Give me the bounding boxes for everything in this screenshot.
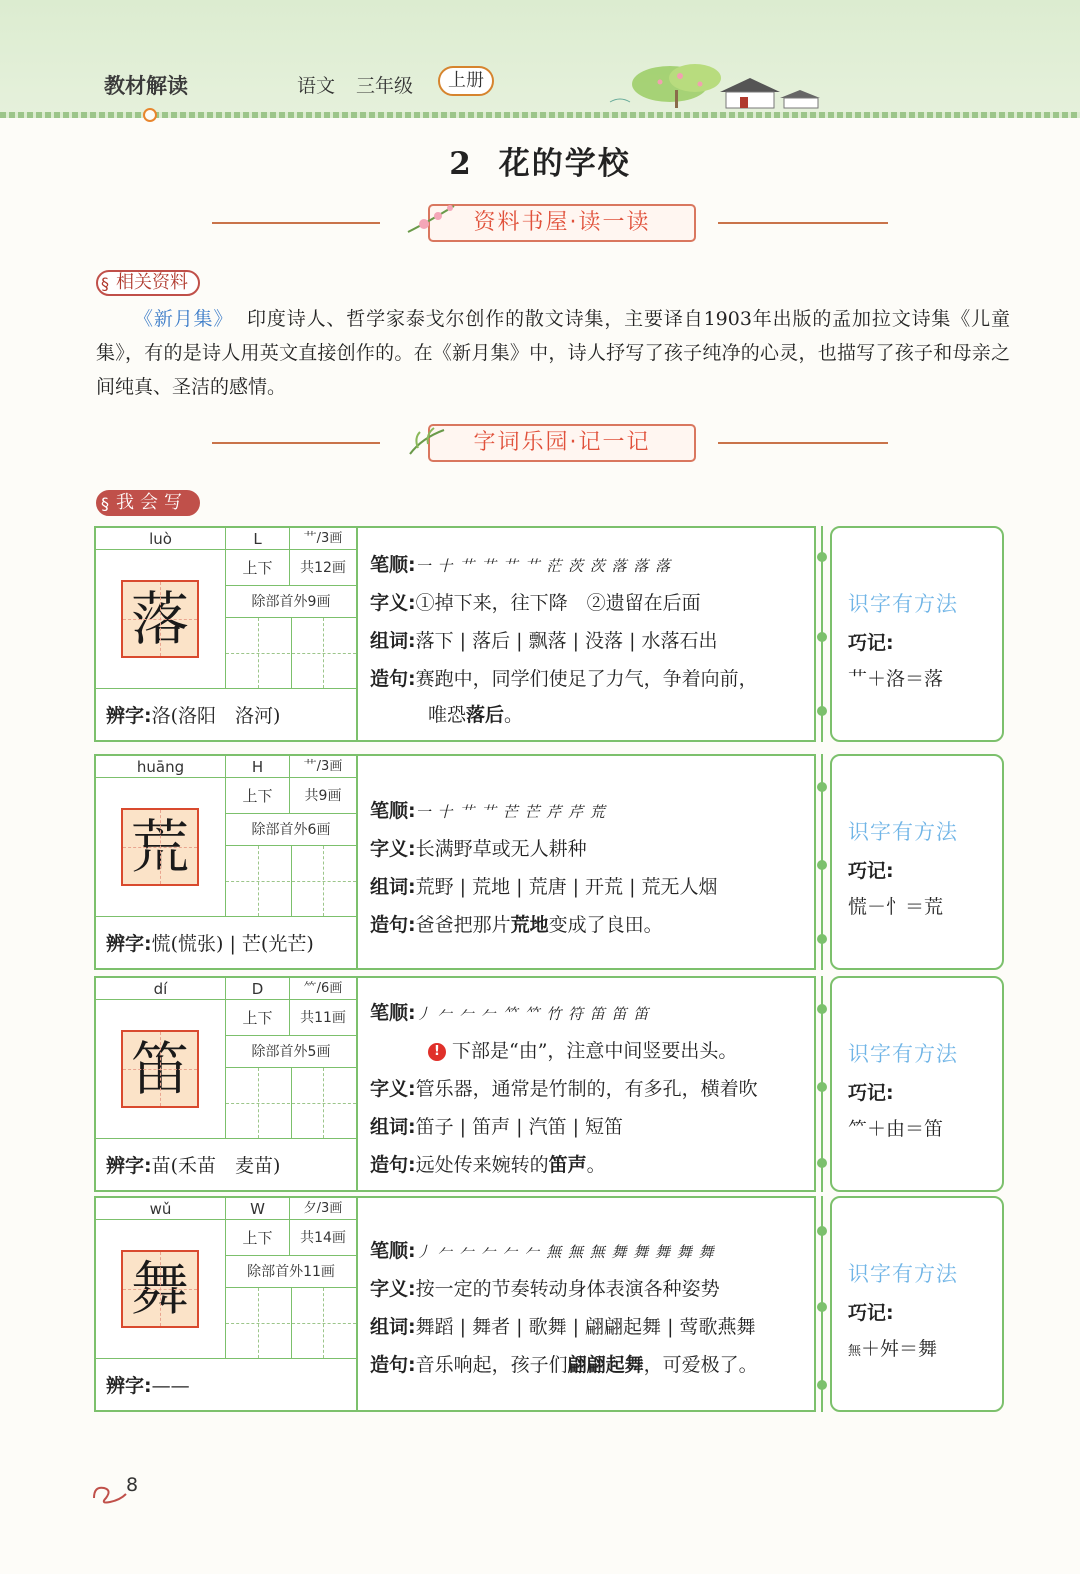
word-formation: 组词:落下 | 落后 | 飘落 | 没落 | 水落石出: [370, 630, 718, 652]
word-formation: 组词:笛子 | 笛声 | 汽笛 | 短笛: [370, 1116, 624, 1138]
tip-formula: 艹＋洛＝落: [848, 668, 944, 690]
total-strokes: 共11画: [290, 1000, 356, 1036]
example-sentence: 造句:爸爸把那片荒地变成了良田。: [370, 914, 663, 936]
stroke-order: 笔顺:一 十 艹 艹 艹 艹 茫 茨 茨 落 落 落: [370, 554, 672, 576]
total-strokes: 共12画: [290, 550, 356, 586]
warning-icon: !: [428, 1043, 446, 1061]
tip-formula: 無＋舛＝舞: [848, 1338, 938, 1360]
stroke-order: 笔顺:一 十 艹 艹 芒 芒 芹 芹 荒: [370, 800, 606, 822]
meaning: 字义:管乐器，通常是竹制的，有多孔，横着吹: [370, 1078, 758, 1100]
pinyin: huāng: [96, 756, 226, 778]
tip-title: 识字有方法: [848, 820, 958, 844]
tip-label: 巧记:: [848, 1302, 894, 1324]
pinyin: wǔ: [96, 1198, 226, 1220]
tip-label: 巧记:: [848, 1082, 894, 1104]
structure: 上下: [226, 778, 290, 814]
char-card-luo: [94, 526, 816, 742]
stroke-order: 笔顺:丿 𠂉 𠂉 𠂉 𥫗 𥫗 竹 符 笛 笛 笛: [370, 1002, 650, 1024]
tip-formula: ⺮＋由＝笛: [848, 1118, 944, 1140]
pinyin: luò: [96, 528, 226, 550]
distinguish-row: 辨字:——: [96, 1358, 356, 1412]
char-card-wu: [94, 1196, 816, 1412]
words-banner: [428, 424, 696, 462]
book-name: 教材解读: [104, 74, 188, 98]
tip-label: 巧记:: [848, 860, 894, 882]
index-letter: L: [226, 528, 290, 550]
meaning: 字义:按一定的节奏转动身体表演各种姿势: [370, 1278, 720, 1300]
resources-banner: [428, 204, 696, 242]
i-can-write-tag: [96, 490, 200, 516]
radical: 艹/3画: [290, 528, 356, 550]
meaning: 字义:①掉下来，往下降 ②遗留在后面: [370, 592, 701, 614]
header-divider: [0, 112, 1080, 118]
big-character: 笛: [121, 1030, 199, 1108]
char-info-panel: [94, 754, 356, 970]
header-band: [0, 0, 1080, 118]
word-formation: 组词:荒野 | 荒地 | 荒唐 | 开荒 | 荒无人烟: [370, 876, 718, 898]
char-detail-panel: [356, 526, 816, 742]
section-rule-left: [212, 222, 380, 224]
example-sentence: 造句:音乐响起，孩子们翩翩起舞，可爱极了。: [370, 1354, 758, 1376]
distinguish-row: 辨字:慌(慌张) | 芒(光芒): [96, 916, 356, 970]
distinguish-row: 辨字:苗(禾苗 麦苗): [96, 1138, 356, 1192]
char-detail-panel: [356, 754, 816, 970]
index-letter: W: [226, 1198, 290, 1220]
flower-branch-icon: [404, 198, 464, 238]
section-rule-right: [718, 222, 888, 224]
char-card-huang: [94, 754, 816, 970]
memory-tip-card: [830, 1196, 1004, 1412]
tip-formula: 慌－忄＝荒: [848, 896, 944, 918]
lesson-title: [0, 138, 1080, 183]
structure: 上下: [226, 550, 290, 586]
connector: [814, 976, 830, 1192]
char-info-panel: [94, 526, 356, 742]
char-detail-panel: [356, 976, 816, 1192]
meaning: 字义:长满野草或无人耕种: [370, 838, 587, 860]
char-detail-panel: [356, 1196, 816, 1412]
lesson-name: 花的学校: [498, 146, 631, 182]
index-letter: D: [226, 978, 290, 1000]
section-rule-right-2: [718, 442, 888, 444]
stroke-order: 笔顺:丿 𠂉 𠂉 𠂉 𠂉 𠂉 無 無 無 舞 舞 舞 舞 舞: [370, 1240, 715, 1262]
header-dot-ornament: [143, 108, 157, 122]
words-banner-text: 字词乐园·记一记: [473, 430, 651, 455]
writing-grid: [226, 846, 356, 916]
writing-grid: [226, 618, 356, 688]
memory-tip-card: [830, 976, 1004, 1192]
related-info-tag: [96, 270, 200, 296]
page-number: 8: [126, 1474, 139, 1496]
i-can-write-tag-text: 我会写: [116, 492, 188, 513]
connector: [814, 526, 830, 742]
char-card-di: [94, 976, 816, 1192]
connector: [814, 1196, 830, 1412]
intro-paragraph: [96, 302, 1010, 404]
stroke-warning: ! 下部是“由”，注意中间竖要出头。: [428, 1036, 737, 1063]
intro-text: 印度诗人、哲学家泰戈尔创作的散文诗集，主要译自1903年出版的孟加拉文诗集《儿童集》，有的是诗人用英文直接创作的。在《新月集》中，诗人抒写了孩子纯净的心灵，也描写了孩子和母亲之间纯真、圣洁的感情。: [96, 308, 1010, 398]
tip-title: 识字有方法: [848, 1262, 958, 1286]
word-formation: 组词:舞蹈 | 舞者 | 歌舞 | 翩翩起舞 | 莺歌燕舞: [370, 1316, 756, 1338]
strokes-except-radical: 除部首外6画: [226, 814, 356, 846]
radical: ⺮/6画: [290, 978, 356, 1000]
subject-label: 语文: [297, 75, 336, 97]
swirl-icon: §: [101, 494, 115, 513]
example-sentence: 造句:远处传来婉转的笛声。: [370, 1154, 606, 1176]
char-info-panel: [94, 1196, 356, 1412]
total-strokes: 共9画: [290, 778, 356, 814]
swirl-icon: §: [101, 274, 109, 293]
memory-tip-card: [830, 754, 1004, 970]
writing-grid: [226, 1288, 356, 1358]
scenery-illustration: [600, 62, 840, 112]
strokes-except-radical: 除部首外9画: [226, 586, 356, 618]
related-info-tag-text: 相关资料: [116, 272, 188, 293]
radical: 夕/3画: [290, 1198, 356, 1220]
big-character: 荒: [121, 808, 199, 886]
total-strokes: 共14画: [290, 1220, 356, 1256]
memory-tip-card: [830, 526, 1004, 742]
big-character: 落: [121, 580, 199, 658]
page-swirl-icon: [90, 1478, 130, 1508]
grass-branch-icon: [404, 418, 464, 458]
tip-title: 识字有方法: [848, 592, 958, 616]
pinyin: dí: [96, 978, 226, 1000]
connector: [814, 754, 830, 970]
char-info-panel: [94, 976, 356, 1192]
structure: 上下: [226, 1000, 290, 1036]
resources-banner-text: 资料书屋·读一读: [473, 210, 651, 235]
grade-label: 三年级: [356, 75, 414, 97]
strokes-except-radical: 除部首外5画: [226, 1036, 356, 1068]
radical: 艹/3画: [290, 756, 356, 778]
structure: 上下: [226, 1220, 290, 1256]
distinguish-row: 辨字:洛(洛阳 洛河): [96, 688, 356, 742]
example-sentence: 造句:赛跑中，同学们使足了力气，争着向前，: [370, 668, 758, 690]
tip-title: 识字有方法: [848, 1042, 958, 1066]
big-character: 舞: [121, 1250, 199, 1328]
intro-book-title: 《新月集》: [134, 308, 234, 330]
example-sentence-cont: 唯恐落后。: [428, 704, 524, 726]
writing-grid: [226, 1068, 356, 1138]
lesson-number: 2: [449, 146, 473, 182]
strokes-except-radical: 除部首外11画: [226, 1256, 356, 1288]
volume-badge: 上册: [438, 66, 494, 96]
tip-label: 巧记:: [848, 632, 894, 654]
section-rule-left-2: [212, 442, 380, 444]
index-letter: H: [226, 756, 290, 778]
